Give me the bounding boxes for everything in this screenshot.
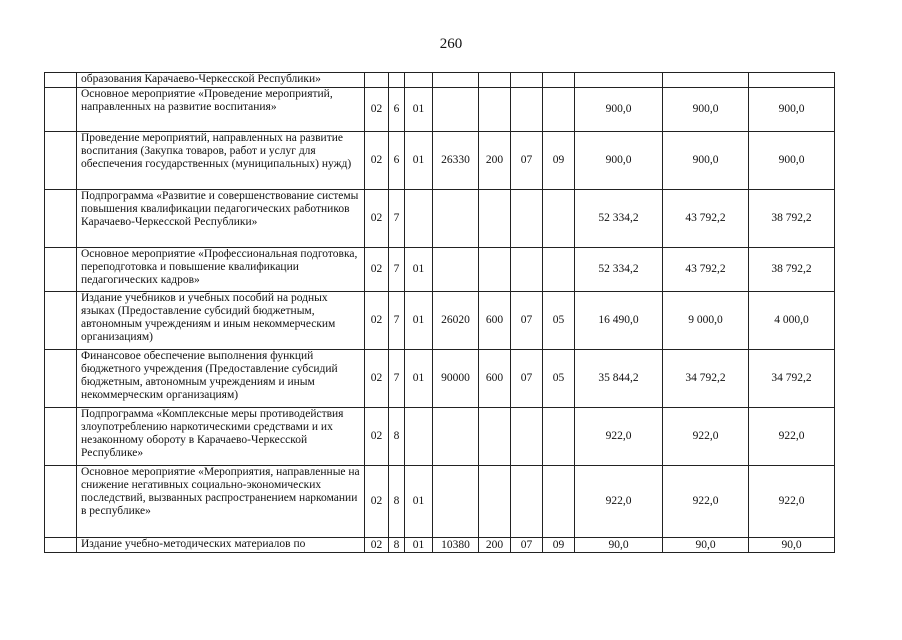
subsection-code [543, 248, 575, 292]
activity-code: 01 [405, 538, 433, 553]
section-code [511, 88, 543, 132]
direction-code [433, 408, 479, 466]
row-number-cell [45, 132, 77, 190]
subsection-code [543, 190, 575, 248]
activity-code: 01 [405, 88, 433, 132]
program-code: 02 [365, 538, 389, 553]
amount-year-1: 35 844,2 [575, 350, 663, 408]
subsection-code: 05 [543, 292, 575, 350]
item-name: Основное мероприятие «Профессиональная подготовка, переподготовка и повышение квалификации педагогических кадров» [77, 248, 365, 292]
subprogram-code: 7 [389, 292, 405, 350]
subsection-code: 05 [543, 350, 575, 408]
amount-year-3: 90,0 [749, 538, 835, 553]
table-row [45, 132, 835, 190]
row-number-cell [45, 190, 77, 248]
direction-code: 90000 [433, 350, 479, 408]
activity-code [405, 408, 433, 466]
amount-year-3: 38 792,2 [749, 248, 835, 292]
direction-code: 26020 [433, 292, 479, 350]
section-code: 07 [511, 292, 543, 350]
amount-year-1: 52 334,2 [575, 248, 663, 292]
item-name: Подпрограмма «Развитие и совершенствование системы повышения квалификации педагогических работников Карачаево-Черкесской Республики» [77, 190, 365, 248]
subsection-code [543, 466, 575, 538]
subprogram-code: 8 [389, 538, 405, 553]
amount-year-1: 900,0 [575, 132, 663, 190]
amount-year-3: 900,0 [749, 88, 835, 132]
expense-type-code: 200 [479, 132, 511, 190]
program-code: 02 [365, 88, 389, 132]
expense-type-code [479, 408, 511, 466]
amount-year-3: 922,0 [749, 466, 835, 538]
program-code: 02 [365, 132, 389, 190]
amount-year-3: 922,0 [749, 408, 835, 466]
section-code [511, 408, 543, 466]
program-code: 02 [365, 190, 389, 248]
item-name: Проведение мероприятий, направленных на развитие воспитания (Закупка товаров, работ и услуг для обеспечения государственных (муниципальных) нужд) [77, 132, 365, 190]
table-row [45, 88, 835, 132]
amount-year-2: 900,0 [663, 88, 749, 132]
direction-code [433, 248, 479, 292]
subprogram-code: 7 [389, 350, 405, 408]
amount-year-2: 43 792,2 [663, 248, 749, 292]
subprogram-code [389, 73, 405, 88]
expense-type-code [479, 190, 511, 248]
section-code [511, 73, 543, 88]
subsection-code [543, 73, 575, 88]
row-number-cell [45, 466, 77, 538]
section-code [511, 190, 543, 248]
amount-year-1: 922,0 [575, 408, 663, 466]
row-number-cell [45, 292, 77, 350]
item-name: образования Карачаево-Черкесской Республики» [77, 73, 365, 88]
amount-year-3: 900,0 [749, 132, 835, 190]
subprogram-code: 7 [389, 190, 405, 248]
table-row [45, 466, 835, 538]
direction-code [433, 190, 479, 248]
row-number-cell [45, 538, 77, 553]
item-name: Основное мероприятие «Мероприятия, направленные на снижение негативных социально-экономических последствий, вызванных распространением наркомании в республике» [77, 466, 365, 538]
expense-type-code [479, 73, 511, 88]
amount-year-2: 922,0 [663, 466, 749, 538]
direction-code: 10380 [433, 538, 479, 553]
program-code [365, 73, 389, 88]
subsection-code [543, 408, 575, 466]
item-name: Издание учебно-методических материалов по [77, 538, 365, 553]
activity-code: 01 [405, 466, 433, 538]
section-code: 07 [511, 538, 543, 553]
table-row [45, 248, 835, 292]
subprogram-code: 6 [389, 88, 405, 132]
amount-year-3 [749, 73, 835, 88]
program-code: 02 [365, 466, 389, 538]
table-row [45, 350, 835, 408]
table-row [45, 190, 835, 248]
amount-year-1: 922,0 [575, 466, 663, 538]
expense-type-code [479, 248, 511, 292]
direction-code [433, 88, 479, 132]
subprogram-code: 8 [389, 408, 405, 466]
activity-code [405, 73, 433, 88]
amount-year-2: 900,0 [663, 132, 749, 190]
subprogram-code: 8 [389, 466, 405, 538]
table-row [45, 538, 835, 553]
direction-code: 26330 [433, 132, 479, 190]
budget-table [44, 72, 835, 553]
activity-code: 01 [405, 292, 433, 350]
expense-type-code: 600 [479, 350, 511, 408]
item-name: Основное мероприятие «Проведение мероприятий, направленных на развитие воспитания» [77, 88, 365, 132]
row-number-cell [45, 248, 77, 292]
expense-type-code [479, 466, 511, 538]
expense-type-code: 600 [479, 292, 511, 350]
item-name: Издание учебников и учебных пособий на родных языках (Предоставление субсидий бюджетным, автономным учреждениям и иным некоммерческим организациям) [77, 292, 365, 350]
amount-year-2 [663, 73, 749, 88]
table-row [45, 73, 835, 88]
activity-code: 01 [405, 132, 433, 190]
item-name: Финансовое обеспечение выполнения функций бюджетного учреждения (Предоставление субсидий бюджетным, автономным учреждениям и иным некоммерческим организациям) [77, 350, 365, 408]
item-name: Подпрограмма «Комплексные меры противодействия злоупотреблению наркотическими средствами и их незаконному обороту в Карачаево-Черкесской Республике» [77, 408, 365, 466]
table-row [45, 292, 835, 350]
amount-year-2: 922,0 [663, 408, 749, 466]
row-number-cell [45, 350, 77, 408]
subsection-code: 09 [543, 132, 575, 190]
section-code: 07 [511, 132, 543, 190]
subprogram-code: 6 [389, 132, 405, 190]
expense-type-code [479, 88, 511, 132]
amount-year-2: 9 000,0 [663, 292, 749, 350]
amount-year-1: 900,0 [575, 88, 663, 132]
amount-year-2: 90,0 [663, 538, 749, 553]
row-number-cell [45, 408, 77, 466]
amount-year-1: 16 490,0 [575, 292, 663, 350]
program-code: 02 [365, 408, 389, 466]
program-code: 02 [365, 248, 389, 292]
program-code: 02 [365, 350, 389, 408]
amount-year-2: 43 792,2 [663, 190, 749, 248]
activity-code: 01 [405, 248, 433, 292]
row-number-cell [45, 73, 77, 88]
amount-year-3: 4 000,0 [749, 292, 835, 350]
section-code [511, 248, 543, 292]
amount-year-1 [575, 73, 663, 88]
program-code: 02 [365, 292, 389, 350]
subsection-code [543, 88, 575, 132]
subprogram-code: 7 [389, 248, 405, 292]
direction-code [433, 73, 479, 88]
amount-year-1: 90,0 [575, 538, 663, 553]
amount-year-1: 52 334,2 [575, 190, 663, 248]
page-number: 260 [439, 36, 463, 52]
amount-year-3: 34 792,2 [749, 350, 835, 408]
expense-type-code: 200 [479, 538, 511, 553]
table-row [45, 408, 835, 466]
activity-code [405, 190, 433, 248]
section-code [511, 466, 543, 538]
direction-code [433, 466, 479, 538]
activity-code: 01 [405, 350, 433, 408]
amount-year-3: 38 792,2 [749, 190, 835, 248]
amount-year-2: 34 792,2 [663, 350, 749, 408]
subsection-code: 09 [543, 538, 575, 553]
section-code: 07 [511, 350, 543, 408]
row-number-cell [45, 88, 77, 132]
